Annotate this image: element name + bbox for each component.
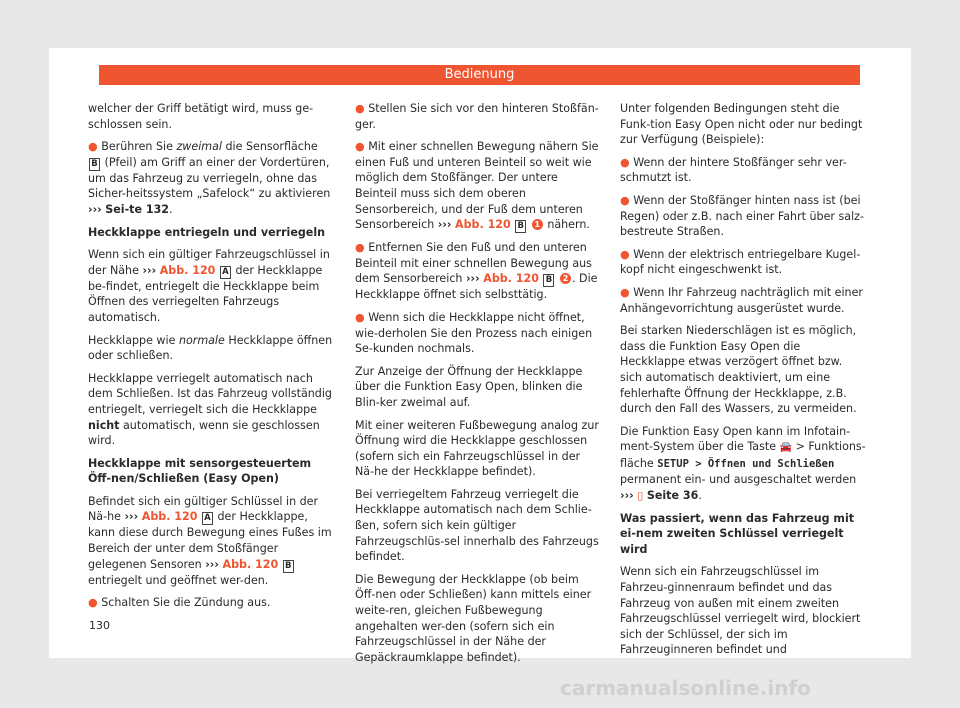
text: .: [698, 489, 702, 503]
paragraph: [88, 333, 334, 364]
text: Mit einer schnellen Bewegung nähern Sie einen Fuß und unteren Beinteil so weit wie möglich dem Stoßfänger. Der untere Beinteil muss sich dem oberen Sensorbereich, und der Fuß dem unteren Sensorbereich: [355, 140, 599, 232]
page-header: Bedienung: [99, 65, 860, 85]
paragraph: [620, 424, 866, 504]
step-number-icon: 1: [532, 219, 543, 230]
step-number-icon: 2: [560, 273, 571, 284]
text: Wenn sich ein gültiger Fahrzeugschlüssel in der Nähe: [88, 248, 330, 277]
page-link[interactable]: Sei-te 132: [105, 202, 170, 216]
arrow-icon: ›››: [205, 557, 219, 571]
bullet-icon: ●: [88, 140, 98, 154]
text: automatisch, wenn sie geschlossen wird.: [88, 418, 320, 448]
text: Wenn Ihr Fahrzeug nachträglich mit einer Anhängevorrichtung ausgerüstet wurde.: [620, 285, 863, 315]
text: Befindet sich ein gültiger Schlüssel in der Nä-he: [88, 494, 319, 524]
bullet-icon: ●: [620, 285, 630, 299]
arrow-icon: ›››: [465, 272, 480, 286]
column-1: [88, 101, 334, 618]
text: Wenn der hintere Stoßfänger sehr ver-schmutzt ist.: [620, 155, 847, 185]
paragraph: Wenn sich ein Fahrzeugschlüssel im Fahrzeu-ginnenraum befindet und das Fahrzeug von außen mit einem zweiten Fahrzeugschlüssel verriegelt wird, blockiert sich der Schlüssel, der sich im Fahrzeuginneren befindet und: [620, 565, 861, 657]
bullet-item: [620, 285, 866, 316]
bullet-item: [620, 247, 866, 278]
label-box: B: [543, 274, 554, 287]
bullet-icon: ●: [88, 596, 98, 610]
text: Die Funktion Easy Open kann im Infotain-ment-System über die Taste: [620, 424, 851, 454]
menu-path: SETUP > Öffnen und Schließen: [657, 457, 835, 470]
book-icon: ▯: [637, 489, 644, 503]
text: die Sensorfläche: [221, 140, 318, 154]
text: Wenn der Stoßfänger hinten nass ist (bei Regen) oder z.B. nach einer Fahrt über salz-bestreute Straßen.: [620, 193, 864, 239]
label-box: B: [89, 158, 100, 171]
bullet-item: [355, 139, 601, 233]
section-heading: Heckklappe entriegeln und verriegeln: [88, 225, 326, 239]
text: permanent ein- und ausgeschaltet werden: [620, 473, 857, 487]
figure-link[interactable]: Abb. 120: [455, 218, 511, 232]
text: > Funktions-fläche: [620, 440, 866, 470]
text: der Heckklappe, kann diese durch Bewegung eines Fußes im Bereich der unter dem Stoßfänger gelegenen Sensoren: [88, 510, 332, 571]
text: Entfernen Sie den Fuß und den unteren Beinteil mit einer schnellen Bewegung aus dem Sensorbereich: [355, 241, 592, 286]
arrow-icon: ›››: [142, 263, 157, 277]
bold-text: nicht: [88, 418, 120, 432]
paragraph: [88, 371, 334, 449]
column-2: [355, 101, 601, 672]
text: (Pfeil) am Griff an einer der Vordertüren, um das Fahrzeug zu verriegeln, ohne das Sicher-heitssystem „Safelock“ zu aktivieren: [88, 155, 331, 201]
arrow-icon: ›››: [437, 218, 452, 232]
figure-link[interactable]: Abb. 120: [483, 272, 539, 286]
bullet-item: [620, 155, 866, 186]
bullet-icon: ●: [355, 241, 365, 255]
bullet-icon: ●: [620, 247, 630, 261]
page-number: 130: [89, 619, 110, 632]
paragraph: [88, 247, 334, 325]
arrow-icon: ›››: [88, 202, 102, 216]
text: Heckklappe verriegelt automatisch nach dem Schließen. Ist das Fahrzeug vollständig entriegelt, verriegelt sich die Heckklappe: [88, 371, 332, 416]
figure-link[interactable]: Abb. 120: [141, 510, 198, 524]
bullet-icon: ●: [355, 310, 365, 324]
paragraph: Mit einer weiteren Fußbewegung analog zur Öffnung wird die Heckklappe geschlossen (sofern sich ein Fahrzeugschlüssel in der Nä-he der Heckklappe befindet).: [355, 418, 599, 479]
paragraph: Zur Anzeige der Öffnung der Heckklappe über die Funktion Easy Open, blinken die Blin-ker zweimal auf.: [355, 364, 583, 409]
bullet-item: [88, 595, 334, 611]
figure-link[interactable]: Abb. 120: [222, 557, 279, 571]
text: Wenn sich die Heckklappe nicht öffnet, wie-derholen Sie den Prozess nach einigen Se-kunden nochmals.: [355, 310, 593, 356]
paragraph: Unter folgenden Bedingungen steht die Funk-tion Easy Open nicht oder nur bedingt zur Verfügung (Beispiele):: [620, 102, 863, 147]
bullet-icon: ●: [620, 193, 630, 207]
text: .: [169, 202, 173, 216]
column-3: [620, 101, 866, 665]
text: Heckklappe öffnen oder schließen.: [88, 333, 333, 363]
text: nähern.: [543, 218, 590, 232]
label-box: A: [220, 266, 231, 279]
text: Wenn der elektrisch entriegelbare Kugel-kopf nicht eingeschwenkt ist.: [620, 247, 861, 277]
bullet-icon: ●: [355, 140, 365, 154]
bullet-item: [88, 139, 334, 217]
text: Schalten Sie die Zündung aus.: [101, 596, 271, 610]
text: Berühren Sie: [101, 140, 177, 154]
figure-link[interactable]: Abb. 120: [159, 263, 216, 277]
bullet-icon: ●: [620, 155, 630, 169]
section-heading: Was passiert, wenn das Fahrzeug mit ei-nem zweiten Schlüssel verriegelt wird: [620, 511, 855, 556]
text: . Die Heckklappe öffnet sich selbsttätig.: [355, 272, 598, 302]
bullet-item: [355, 101, 601, 132]
page-link[interactable]: Seite 36: [646, 489, 699, 503]
bullet-item: [355, 240, 601, 303]
paragraph: [88, 494, 334, 588]
label-box: A: [202, 512, 213, 525]
text: der Heckklappe be-findet, entriegelt die Heckklappe beim Öffnen des verriegelten Fahrzeugs automatisch.: [88, 263, 323, 324]
section-heading: Heckklappe mit sensorgesteuertem Öff-nen/Schließen (Easy Open): [88, 456, 312, 486]
arrow-icon: ›››: [124, 510, 139, 524]
text: Heckklappe wie: [88, 333, 179, 347]
car-menu-icon: 🚘: [779, 442, 793, 454]
text: Stellen Sie sich vor den hinteren Stoßfän-ger.: [355, 102, 599, 131]
label-box: B: [515, 220, 526, 233]
emphasis: normale: [178, 333, 225, 347]
bullet-item: [620, 193, 866, 240]
arrow-icon: ›››: [620, 489, 634, 503]
paragraph: welcher der Griff betätigt wird, muss ge-schlossen sein.: [88, 102, 314, 131]
bullet-icon: ●: [355, 102, 365, 115]
paragraph: Die Bewegung der Heckklappe (ob beim Öff-nen oder Schließen) kann mittels einer weite-ren, gleichen Fußbewegung angehalten wer-den (sofern sich ein Fahrzeugschlüssel in der Nähe der Gepäckraumklappe befindet).: [355, 572, 592, 664]
label-box: B: [283, 560, 294, 573]
bullet-item: [355, 310, 601, 357]
text: entriegelt und geöffnet wer-den.: [88, 573, 269, 587]
paragraph: Bei verriegeltem Fahrzeug verriegelt die Heckklappe automatisch nach dem Schlie-ßen, sofern sich kein gültiger Fahrzeugschlüs-sel innerhalb des Fahrzeugs befindet.: [355, 487, 599, 564]
watermark: carmanualsonline.info: [560, 676, 811, 700]
emphasis: zweimal: [176, 140, 222, 154]
paragraph: Bei starken Niederschlägen ist es möglich, dass die Funktion Easy Open die Heckklappe etwas verzögert öffnet bzw. sich automatisch deaktiviert, um eine fehlerhafte Öffnung der Heckklappe, z.B. durch den Fall des Wassers, zu vermeiden.: [620, 324, 857, 416]
